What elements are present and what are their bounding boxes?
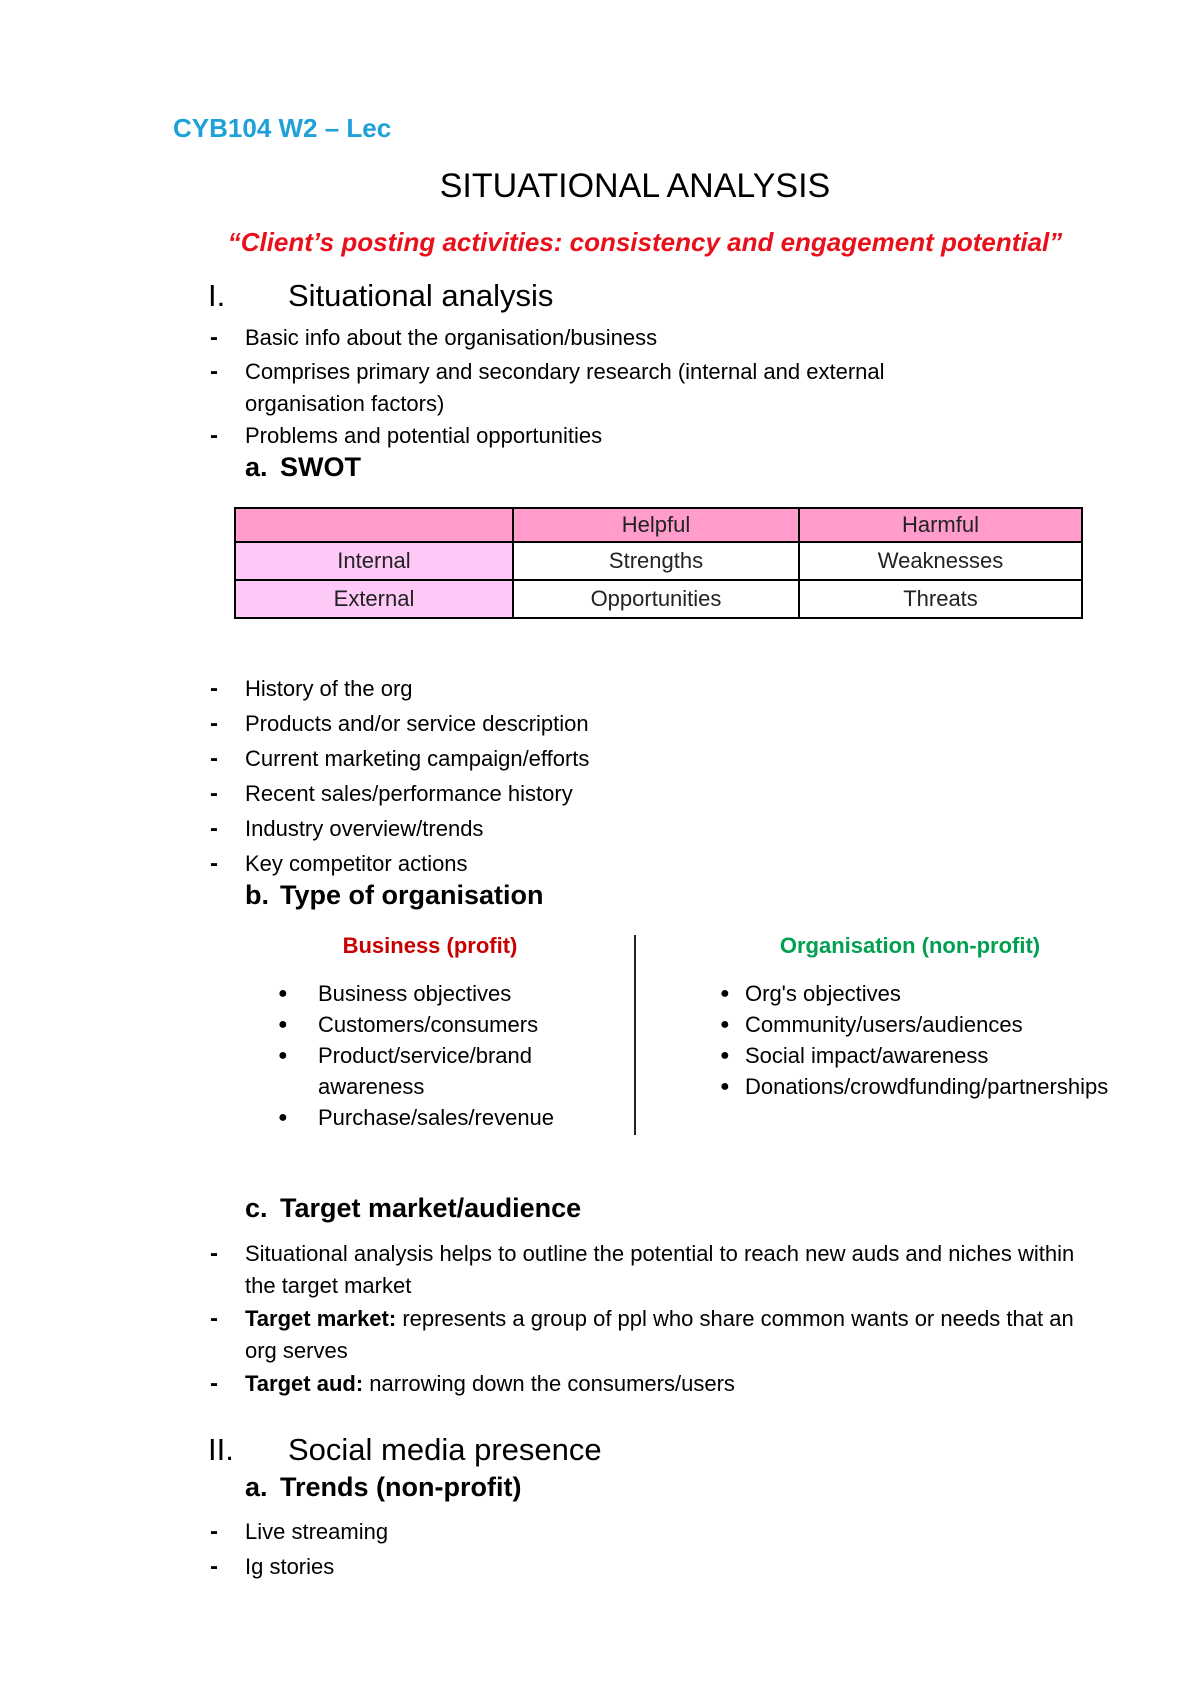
list-item-text: Product/service/brand awareness [318,1043,532,1099]
list-item: - Live streaming [210,1516,1125,1548]
list-item: - Situational analysis helps to outline the potential to reach new auds and niches within the target market [210,1238,1075,1302]
swot-cell-threats: Threats [799,580,1082,618]
subsection-type-heading [245,880,544,911]
list-item-text: Ig stories [245,1554,335,1579]
subsection-trends-heading [245,1472,521,1503]
list-item: ● Community/users/audiences [720,1009,1110,1040]
course-code: CYB104 W2 – Lec [173,113,392,143]
section-1-heading [208,278,553,314]
swot-header-harmful: Harmful [799,508,1082,542]
section-1-numeral: I. [208,278,226,313]
list-item: - Target aud: narrowing down the consumers/users [210,1370,735,1397]
nonprofit-list [720,978,1110,1102]
list-item-text: Industry overview/trends [245,816,484,841]
list-item: - Recent sales/performance history [210,778,1125,810]
list-item-text: Comprises primary and secondary research (internal and external organisation factors) [245,359,885,416]
section-1-title: Situational analysis [288,278,554,313]
swot-row-internal [235,542,1082,580]
list-item: - Ig stories [210,1551,1125,1583]
quote-subtitle: “Client’s posting activities: consistency and engagement potential” [227,227,1063,257]
swot-rowhead-internal: Internal [235,542,513,580]
list-item: ● Donations/crowdfunding/partnerships [720,1071,1110,1102]
list-item: ● Customers/consumers [278,1009,568,1040]
page-title: SITUATIONAL ANALYSIS [439,167,831,205]
subsection-title: Target market/audience [280,1193,582,1223]
list-item: - Target market: represents a group of ppl who share common wants or needs that an org serves [210,1305,1074,1363]
list-item: - Key competitor actions [210,848,1125,880]
business-list [278,978,568,1133]
term-label: Target aud: [245,1371,364,1396]
subsection-target-heading [245,1193,581,1224]
list-item-text: Problems and potential opportunities [245,423,603,448]
list-item-text: Purchase/sales/revenue [318,1105,555,1130]
list-item-text: History of the org [245,676,413,701]
list-item: - Current marketing campaign/efforts [210,743,1125,775]
list-item: ● Social impact/awareness [720,1040,1110,1071]
subsection-title: Trends (non-profit) [280,1472,522,1502]
list-item: - Industry overview/trends [210,813,1125,845]
list-item-text: Community/users/audiences [745,1012,1023,1037]
subsection-letter: a. [245,1472,268,1502]
list-item: ● Product/service/brand awareness [278,1040,568,1102]
swot-header-row [235,508,1082,542]
list-item-text: Business objectives [318,981,512,1006]
business-column-heading: Business (profit) [342,933,518,958]
list-item-text: Customers/consumers [318,1012,539,1037]
column-divider [634,935,636,1135]
swot-row-external [235,580,1082,618]
term-definition: represents a group of ppl who share common wants or needs that an org serves [245,1306,1074,1363]
swot-table [234,507,1083,619]
list-item-text: Current marketing campaign/efforts [245,746,590,771]
list-item: - Basic info about the organisation/business [210,322,1125,354]
section-2-heading [208,1432,602,1468]
list-item-text: Live streaming [245,1519,389,1544]
subsection-letter: c. [245,1193,268,1223]
list-item: ● Org's objectives [720,978,1110,1009]
list-item-text: Products and/or service description [245,711,589,736]
subsection-letter: a. [245,452,268,482]
subsection-title: SWOT [280,452,361,482]
list-item-text: Donations/crowdfunding/partnerships [745,1074,1109,1099]
list-item-text: Basic info about the organisation/business [245,325,658,350]
term-definition: narrowing down the consumers/users [363,1371,735,1396]
list-item: ● Business objectives [278,978,568,1009]
subsection-letter: b. [245,880,269,910]
list-item-text: Social impact/awareness [745,1043,989,1068]
swot-rowhead-external: External [235,580,513,618]
list-item-text: Recent sales/performance history [245,781,573,806]
list-item: - History of the org [210,673,1125,705]
list-item-text: Situational analysis helps to outline the potential to reach new auds and niches within the target market [245,1241,1075,1298]
nonprofit-column-heading: Organisation (non-profit) [779,933,1041,958]
swot-header-helpful: Helpful [513,508,799,542]
swot-corner-cell [235,508,513,542]
list-item: ● Purchase/sales/revenue [278,1102,568,1133]
section-2-numeral: II. [208,1432,234,1467]
subsection-title: Type of organisation [280,880,544,910]
subsection-swot-heading [245,452,361,483]
list-item: - Comprises primary and secondary research (internal and external organisation factors) [210,356,965,420]
section-2-title: Social media presence [288,1432,602,1467]
swot-cell-opportunities: Opportunities [513,580,799,618]
swot-cell-weaknesses: Weaknesses [799,542,1082,580]
list-item: - Problems and potential opportunities [210,420,1125,452]
list-item-text: Key competitor actions [245,851,468,876]
term-label: Target market: [245,1306,397,1331]
swot-cell-strengths: Strengths [513,542,799,580]
list-item-text: Org's objectives [745,981,901,1006]
list-item: - Products and/or service description [210,708,1125,740]
